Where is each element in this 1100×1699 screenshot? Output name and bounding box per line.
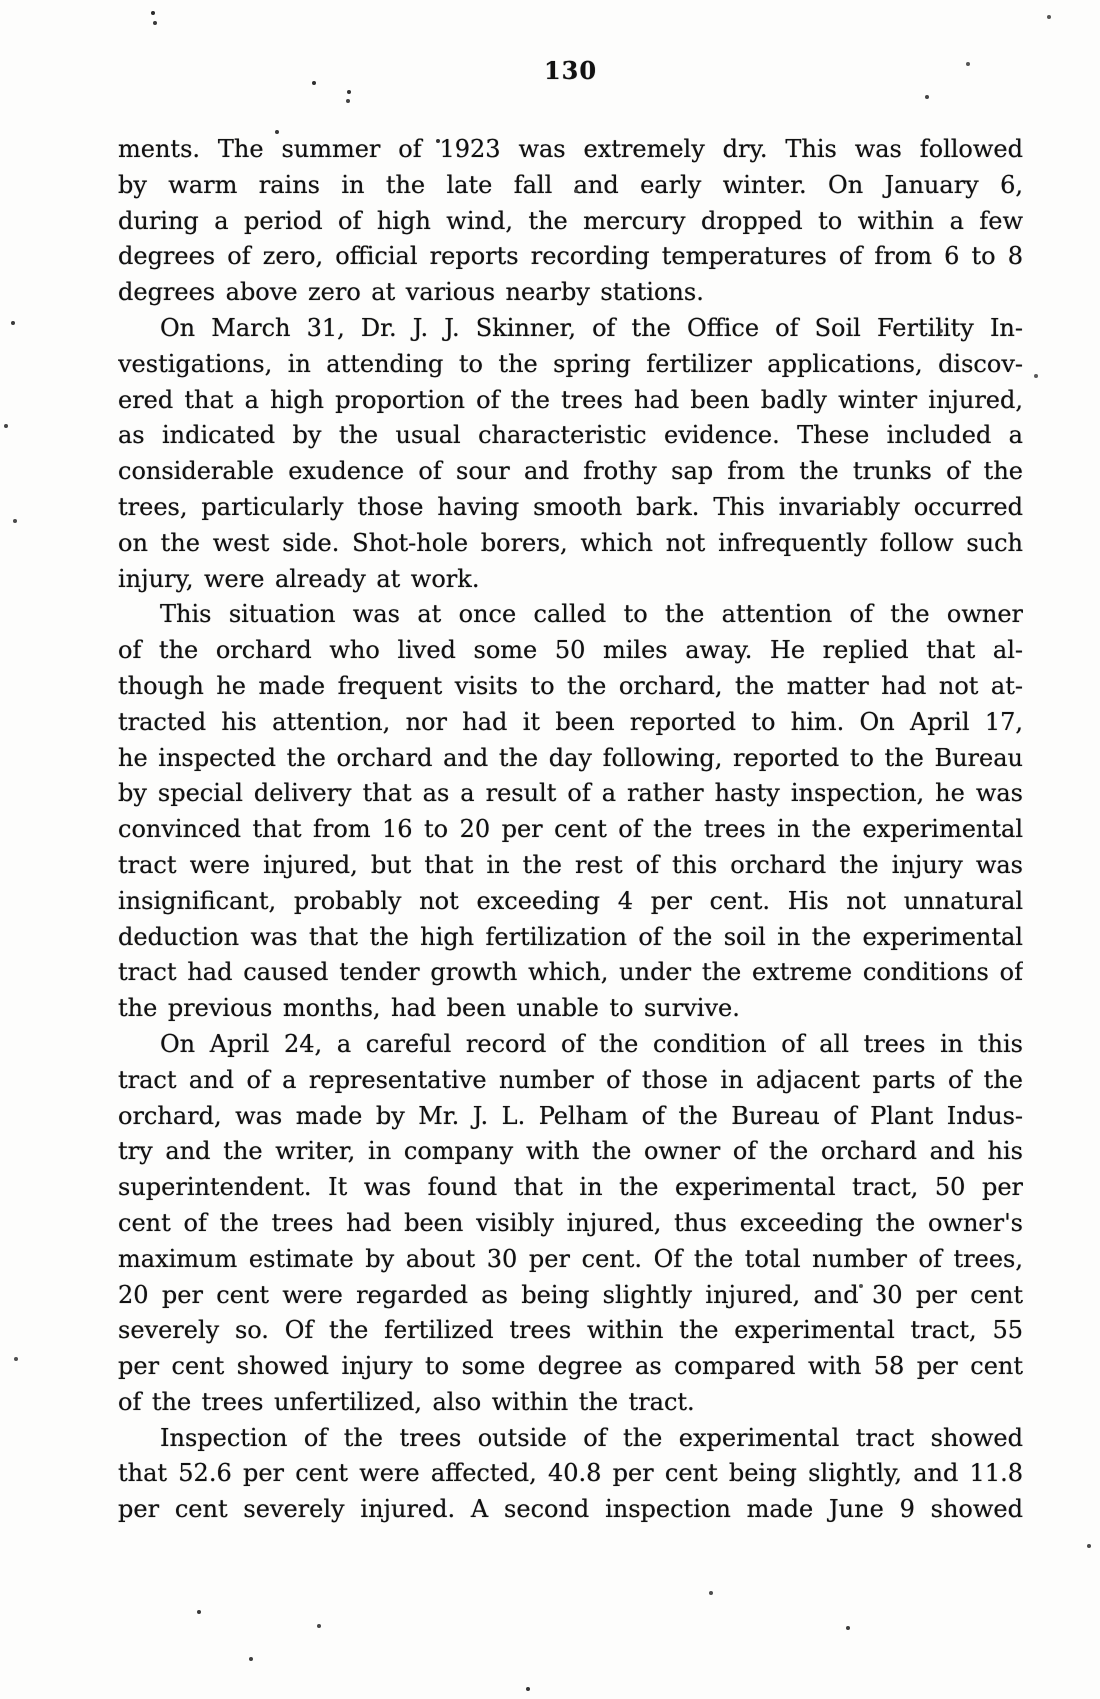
paragraph-5	[118, 1421, 1023, 1528]
text-line: ered that a high proportion of the trees had been badly winter injured,	[118, 385, 1023, 414]
page-body	[118, 132, 1023, 1528]
text-line: the previous months, had been unable to survive.	[118, 994, 740, 1023]
text-line: orchard, was made by Mr. J. L. Pelham of the Bureau of Plant Indus-	[118, 1101, 1023, 1130]
text-line: by special delivery that as a result of a rather hasty inspection, he was	[118, 779, 1023, 808]
text-line: by warm rains in the late fall and early winter. On January 6,	[118, 170, 1023, 199]
text-line: ments. The summer of 1923 was extremely dry. This was followed	[118, 135, 1023, 163]
text-line: degrees above zero at various nearby stations.	[118, 278, 704, 307]
text-line: maximum estimate by about 30 per cent. Of the total number of trees,	[118, 1244, 1023, 1273]
text-line: superintendent. It was found that in the experimental tract, 50 per	[118, 1173, 1023, 1202]
page-number: 130	[543, 56, 598, 85]
text-line: tract had caused tender growth which, under the extreme conditions of	[118, 958, 1023, 987]
text-line: degrees of zero, official reports recording temperatures of from 6 to 8	[118, 242, 1023, 271]
text-line: tract were injured, but that in the rest of this orchard the injury was	[118, 850, 1023, 879]
text-line: of the orchard who lived some 50 miles away. He replied that al-	[118, 636, 1023, 665]
paragraph-3	[118, 597, 1023, 1027]
text-line: considerable exudence of sour and frothy sap from the trunks of the	[118, 457, 1023, 486]
text-line: severely so. Of the fertilized trees within the experimental tract, 55	[118, 1316, 1023, 1345]
paragraph-1	[118, 132, 1023, 311]
text-line: insignificant, probably not exceeding 4 per cent. His not unnatural	[118, 886, 1023, 915]
scan-specks	[0, 0, 2, 2]
text-line: of the trees unfertilized, also within the tract.	[118, 1387, 695, 1416]
text-line: tracted his attention, nor had it been reported to him. On April 17,	[118, 707, 1023, 736]
text-line: tract and of a representative number of those in adjacent parts of the	[118, 1065, 1023, 1094]
text-line: This situation was at once called to the attention of the owner	[160, 600, 1023, 629]
text-line: though he made frequent visits to the orchard, the matter had not at-	[118, 671, 1023, 700]
text-line: per cent showed injury to some degree as compared with 58 per cent	[118, 1352, 1023, 1381]
paragraph-2	[118, 311, 1023, 597]
text-line: on the west side. Shot-hole borers, which not infrequently follow such	[118, 528, 1023, 557]
text-line: he inspected the orchard and the day following, reported to the Bureau	[118, 743, 1023, 772]
text-line: vestigations, in attending to the spring fertilizer applications, discov-	[118, 349, 1023, 378]
text-line: On April 24, a careful record of the condition of all trees in this	[160, 1029, 1023, 1058]
text-line: per cent severely injured. A second inspection made June 9 showed	[118, 1495, 1023, 1524]
text-line: that 52.6 per cent were affected, 40.8 per cent being slightly, and 11.8	[118, 1459, 1023, 1488]
text-line: Inspection of the trees outside of the experimental tract showed	[160, 1423, 1023, 1452]
text-line: cent of the trees had been visibly injured, thus exceeding the owner's	[118, 1208, 1023, 1237]
text-line: as indicated by the usual characteristic evidence. These included a	[118, 421, 1023, 450]
text-line: trees, particularly those having smooth bark. This invariably occurred	[118, 492, 1023, 521]
text-line: injury, were already at work.	[118, 564, 480, 593]
text-line: try and the writer, in company with the owner of the orchard and his	[118, 1137, 1023, 1166]
text-line: during a period of high wind, the mercury dropped to within a few	[118, 206, 1023, 235]
paragraph-4	[118, 1027, 1023, 1421]
text-line: 20 per cent were regarded as being slightly injured, and 30 per cent	[118, 1280, 1023, 1309]
text-line: On March 31, Dr. J. J. Skinner, of the Office of Soil Fertility In-	[160, 313, 1023, 342]
text-line: convinced that from 16 to 20 per cent of the trees in the experimental	[118, 815, 1023, 844]
text-line: deduction was that the high fertilization of the soil in the experimental	[118, 922, 1023, 951]
